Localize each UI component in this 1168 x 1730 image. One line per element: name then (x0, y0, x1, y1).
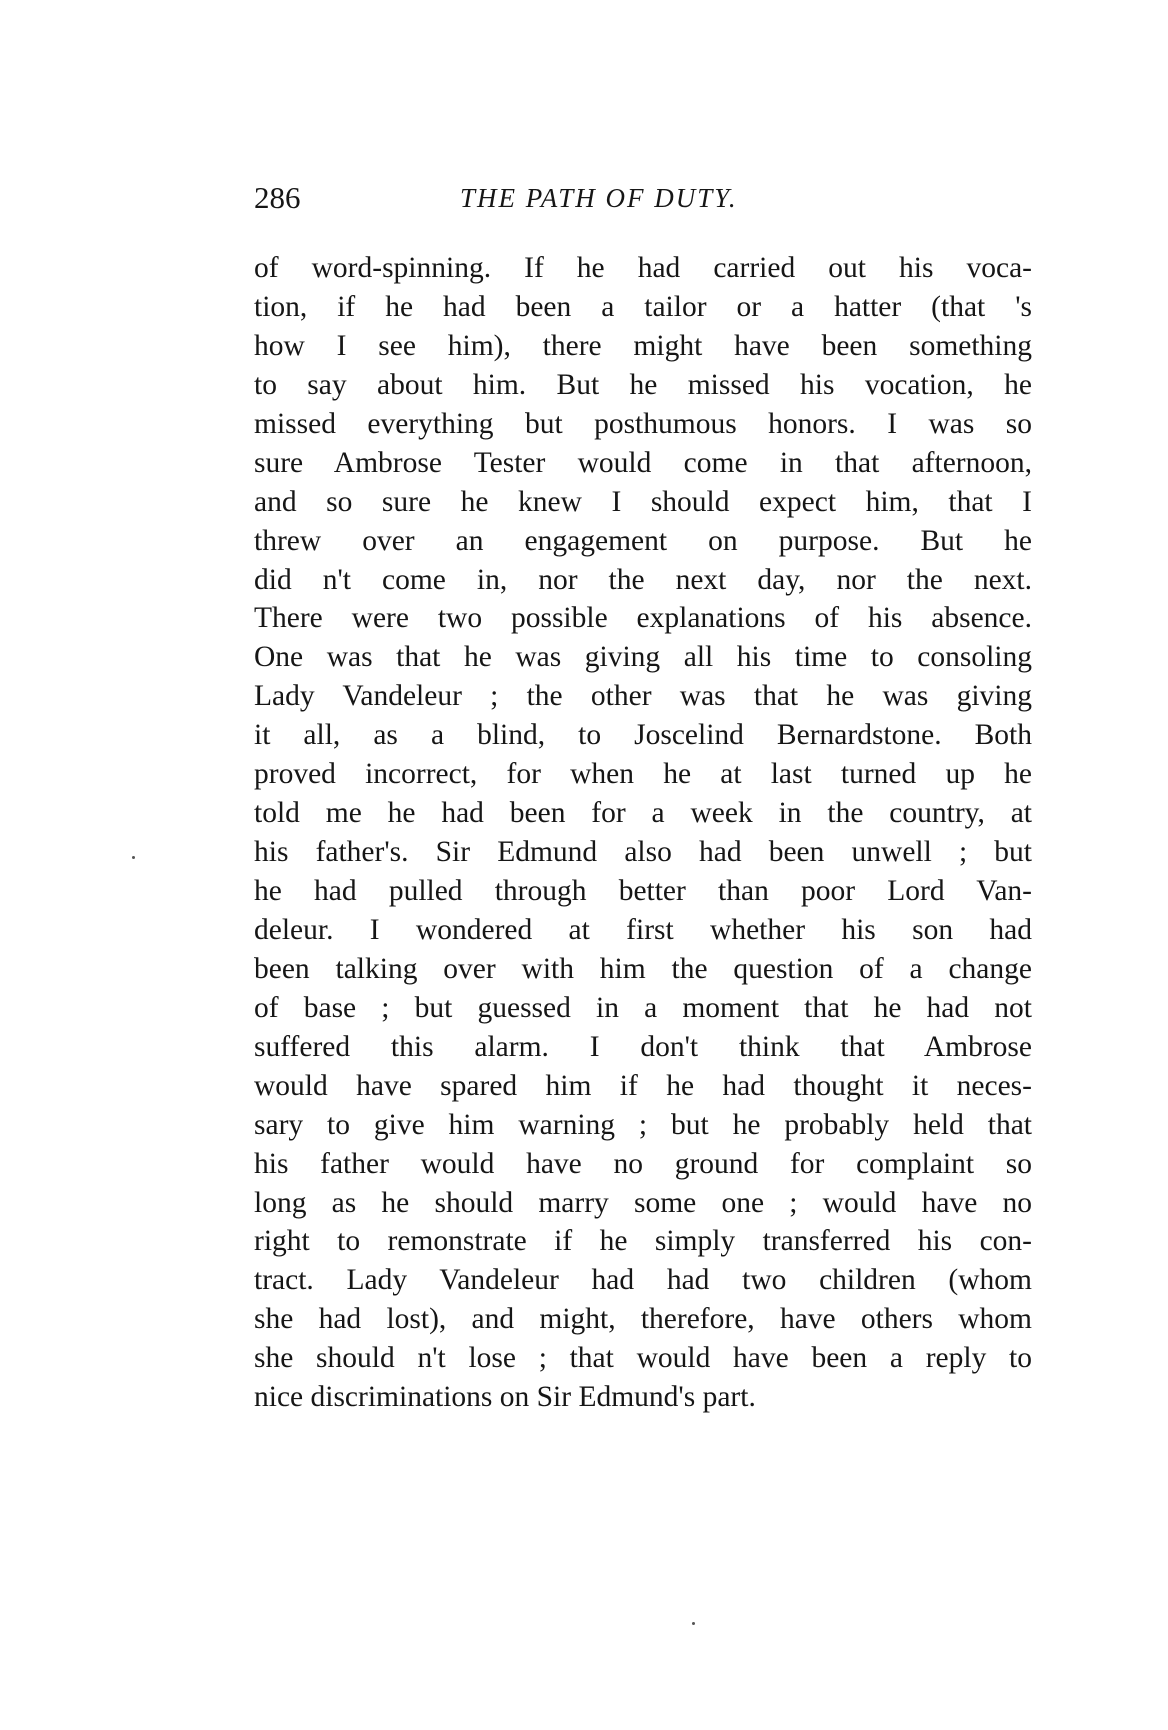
text-line: nice discriminations on Sir Edmund's part. (254, 1381, 756, 1414)
text-line: deleur. I wondered at first whether his son had (254, 913, 1032, 946)
text-line: of word-spinning. If he had carried out his voca- (254, 252, 1032, 284)
scan-speck (692, 1622, 695, 1625)
text-line: sure Ambrose Tester would come in that afternoon, (254, 446, 1032, 479)
text-line: did n't come in, nor the next day, nor the next. (254, 563, 1032, 596)
text-line: would have spared him if he had thought it neces- (254, 1069, 1032, 1102)
text-line: and so sure he knew I should expect him, that I (254, 485, 1032, 518)
text-line: long as he should marry some one ; would have no (254, 1186, 1032, 1219)
text-line: tract. Lady Vandeleur had had two children (whom (254, 1264, 1032, 1297)
text-line: how I see him), there might have been something (254, 329, 1032, 362)
text-line: threw over an engagement on purpose. But he (254, 524, 1032, 557)
text-line: proved incorrect, for when he at last turned up he (254, 758, 1032, 791)
text-line: to say about him. But he missed his vocation, he (254, 368, 1032, 401)
page-number: 286 (254, 180, 301, 215)
text-line: he had pulled through better than poor Lord Van- (254, 875, 1032, 907)
text-line: she had lost), and might, therefore, have others whom (254, 1303, 1032, 1336)
text-line: sary to give him warning ; but he probably held that (254, 1108, 1032, 1141)
text-line: of base ; but guessed in a moment that he had not (254, 991, 1032, 1024)
text-line: it all, as a blind, to Joscelind Bernardstone. Both (254, 719, 1032, 752)
text-line: suffered this alarm. I don't think that Ambrose (254, 1030, 1032, 1063)
scan-speck (132, 856, 135, 859)
text-line: his father would have no ground for complaint so (254, 1147, 1032, 1180)
page-header (254, 178, 1034, 218)
text-line: missed everything but posthumous honors. I was so (254, 407, 1032, 440)
text-line: told me he had been for a week in the country, at (254, 797, 1032, 830)
text-line: Lady Vandeleur ; the other was that he was giving (254, 680, 1032, 713)
running-title: THE PATH OF DUTY. (460, 183, 738, 213)
text-line: his father's. Sir Edmund also had been unwell ; but (254, 836, 1032, 869)
text-line: she should n't lose ; that would have been a reply to (254, 1342, 1032, 1375)
text-line: right to remonstrate if he simply transferred his con- (254, 1225, 1032, 1258)
text-line: There were two possible explanations of his absence. (254, 602, 1032, 635)
text-line: One was that he was giving all his time to consoling (254, 641, 1032, 674)
text-line: been talking over with him the question of a change (254, 952, 1032, 985)
text-line: tion, if he had been a tailor or a hatter (that 's (254, 290, 1032, 323)
body-text (254, 249, 1032, 1417)
